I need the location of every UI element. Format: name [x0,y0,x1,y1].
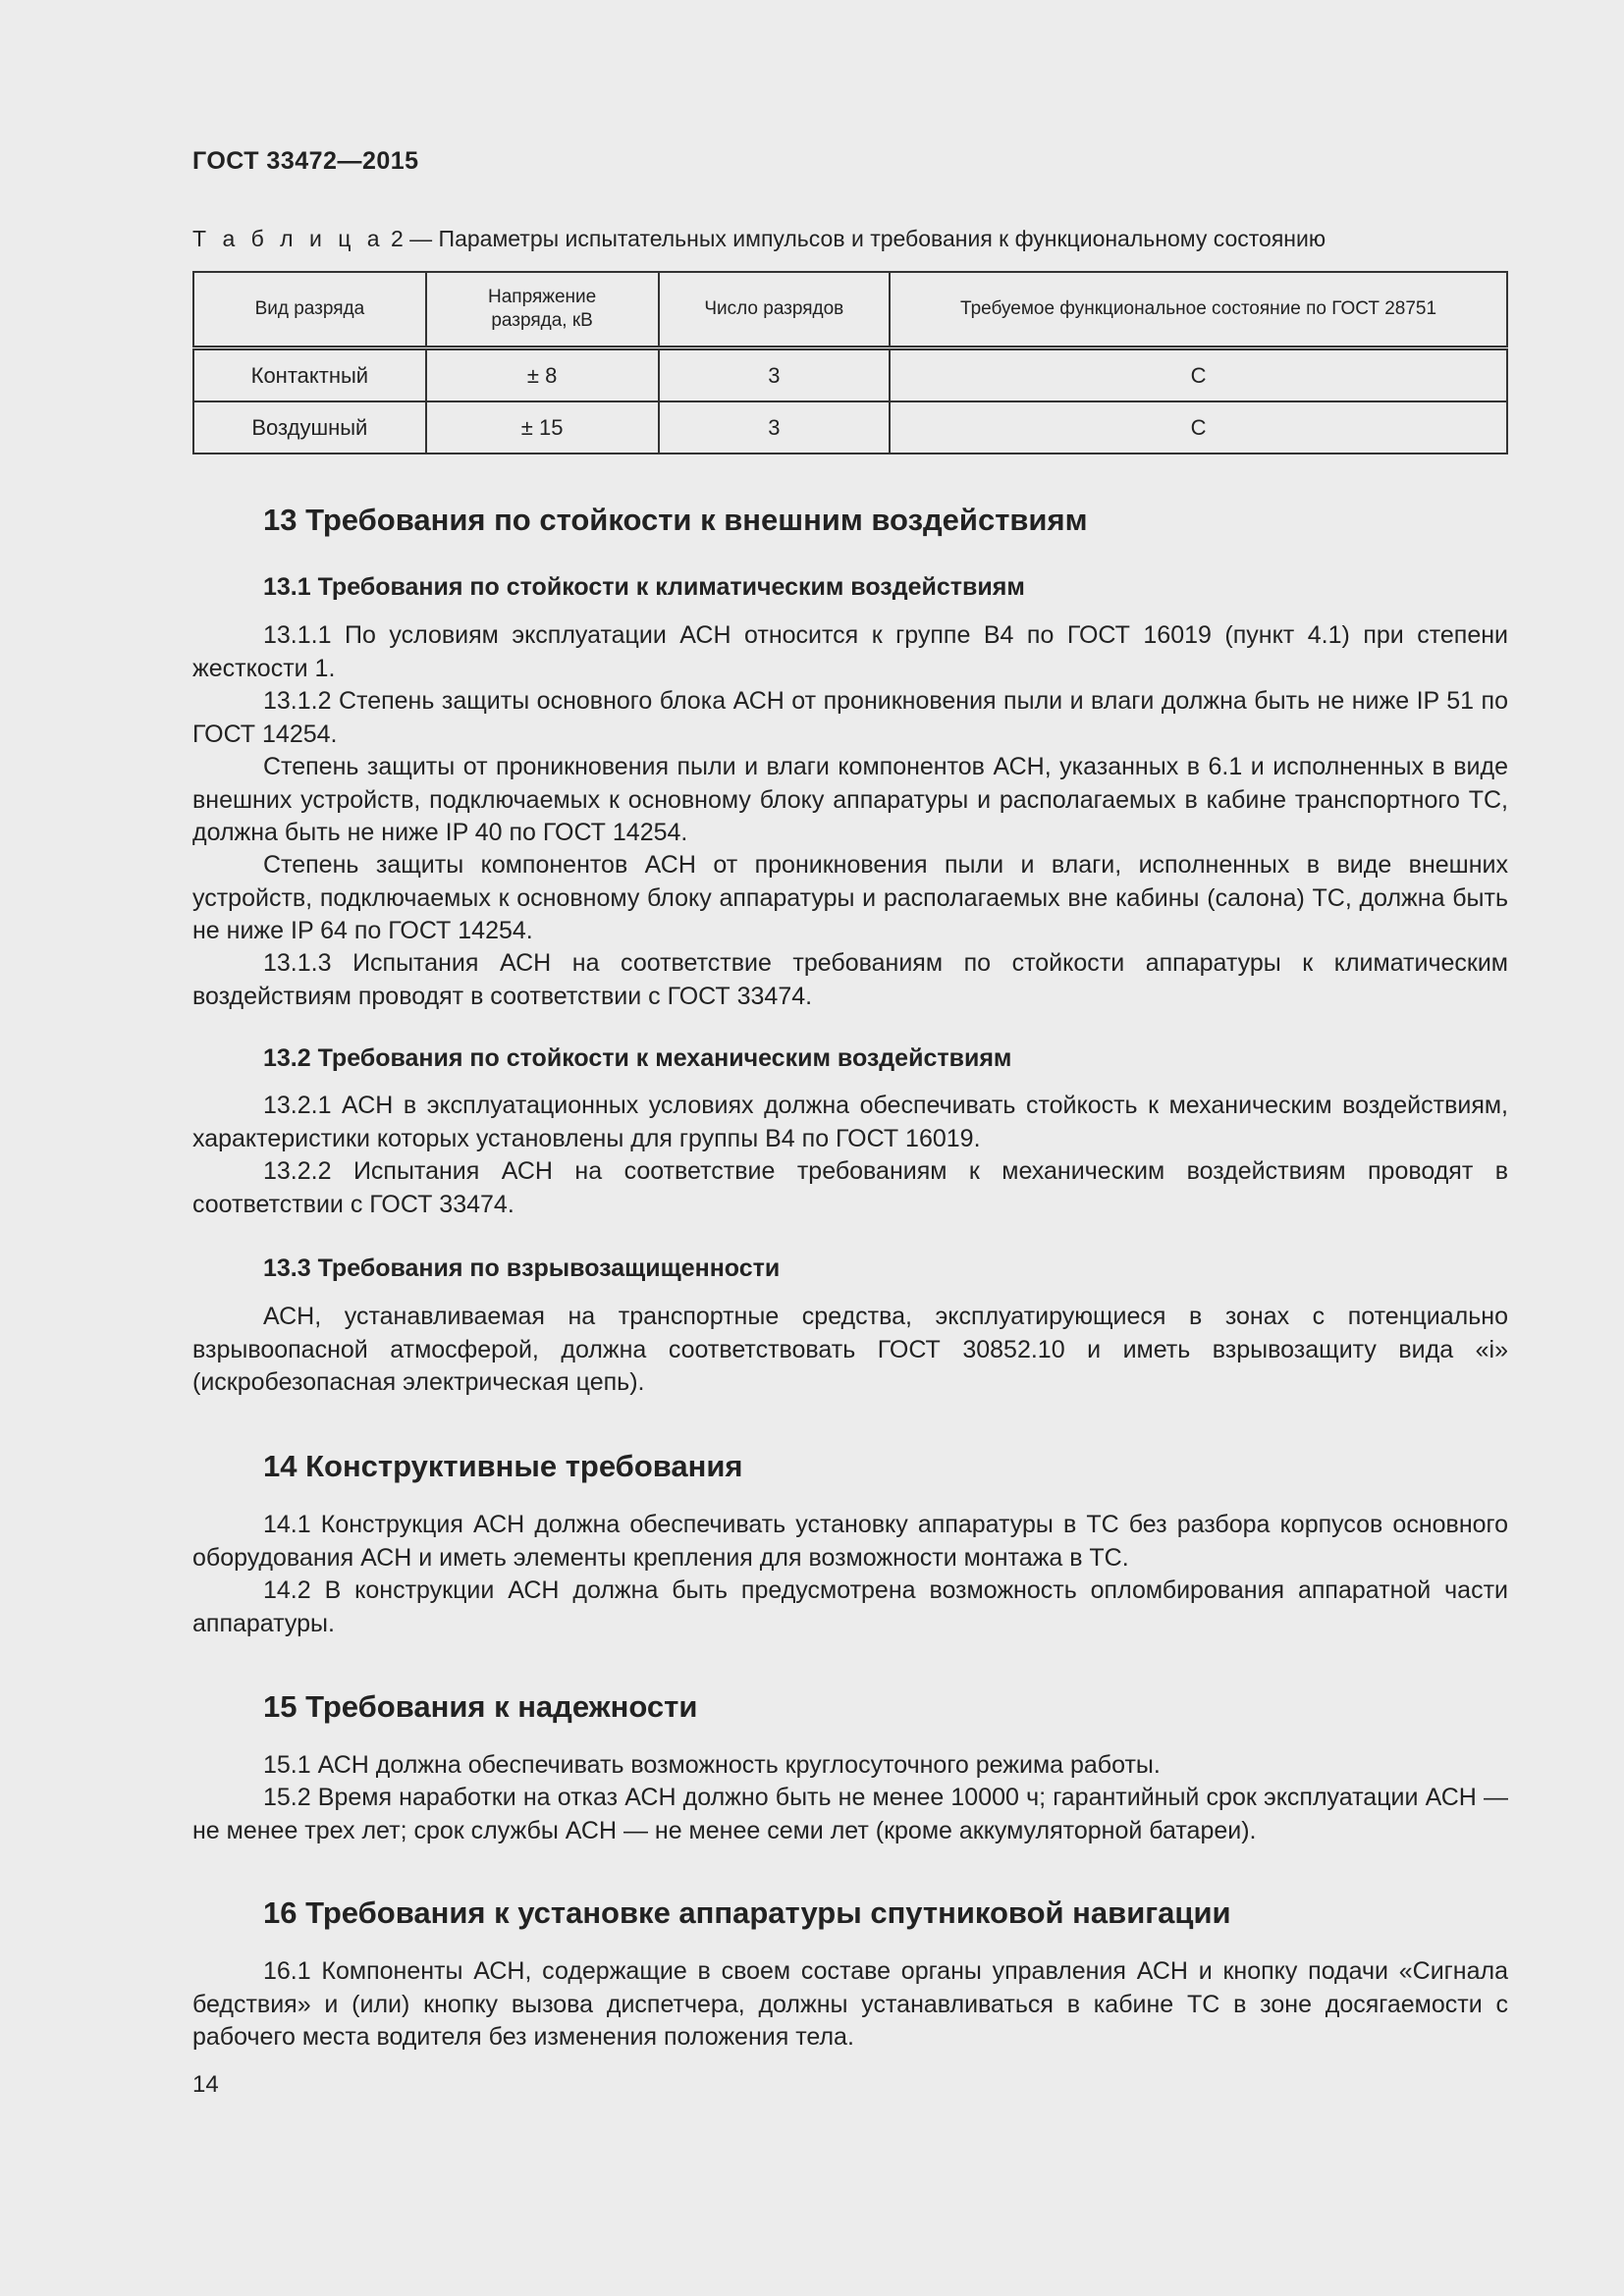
table-cell: С [890,401,1507,454]
document-id: ГОСТ 33472—2015 [192,147,419,175]
table-row [193,401,1507,454]
page-number: 14 [192,2071,219,2098]
paragraph-13-1-3: 13.1.3 Испытания АСН на соответствие требованиям по стойкости аппаратуры к климатическим воздействиям проводят в соответствии с ГОСТ 33474. [192,949,1508,1010]
column-header: Число разрядов [659,272,891,348]
table-caption-text: — Параметры испытательных импульсов и требования к функциональному состоянию [409,226,1326,251]
table-cell: 3 [659,401,891,454]
table-caption-number: 2 [390,226,404,251]
table-row [193,348,1507,402]
section-15-title: 15 Требования к надежности [263,1689,698,1724]
section-13-1-title: 13.1 Требования по стойкости к климатическим воздействиям [263,573,1025,601]
table-cell: ± 15 [426,401,659,454]
table-caption-prefix: Т а б л и ц а [192,226,385,251]
section-13-title: 13 Требования по стойкости к внешним воздействиям [263,503,1088,537]
paragraph-13-2-1: 13.2.1 АСН в эксплуатационных условиях должна обеспечивать стойкость к механическим воздействиям, характеристики которых установлены для группы В4 по ГОСТ 16019. [192,1092,1508,1152]
section-14-title: 14 Конструктивные требования [263,1449,743,1483]
column-header: Напряжение разряда, кВ [426,272,659,348]
paragraph-14-1: 14.1 Конструкция АСН должна обеспечивать установку аппаратуры в ТС без разбора корпусов основного оборудования АСН и иметь элементы крепления для возможности монтажа в ТС. [192,1511,1508,1572]
section-16-title: 16 Требования к установке аппаратуры спутниковой навигации [263,1896,1231,1930]
table-caption [192,226,1326,252]
paragraph-13-1-2: 13.1.2 Степень защиты основного блока АСН от проникновения пыли и влаги должна быть не ниже IP 51 по ГОСТ 14254. [192,687,1508,748]
table-cell: ± 8 [426,348,659,402]
paragraph-15-1: 15.1 АСН должна обеспечивать возможность круглосуточного режима работы. [263,1751,1161,1779]
paragraph-14-2: 14.2 В конструкции АСН должна быть предусмотрена возможность опломбирования аппаратной части аппаратуры. [192,1576,1508,1637]
paragraph-13-1-2-a: Степень защиты от проникновения пыли и влаги компонентов АСН, указанных в 6.1 и исполненных в виде внешних устройств, подключаемых к основному блоку аппаратуры и располагаемых в кабине транспортного ТС, должна быть не ниже IP 40 по ГОСТ 14254. [192,753,1508,846]
section-13-2-title: 13.2 Требования по стойкости к механическим воздействиям [263,1044,1012,1072]
paragraph-15-2: 15.2 Время наработки на отказ АСН должно быть не менее 10000 ч; гарантийный срок эксплуатации АСН — не менее трех лет; срок службы АСН — не менее семи лет (кроме аккумуляторной батареи). [192,1784,1508,1844]
paragraph-13-3: АСН, устанавливаемая на транспортные средства, эксплуатирующиеся в зонах с потенциально взрывоопасной атмосферой, должна соответствовать ГОСТ 30852.10 и иметь взрывозащиту вида «i» (искробезопасная электрическая цепь). [192,1303,1508,1396]
table-cell: 3 [659,348,891,402]
table-cell: С [890,348,1507,402]
column-header: Требуемое функциональное состояние по ГОСТ 28751 [890,272,1507,348]
column-header: Вид разряда [193,272,426,348]
table-header-row [193,272,1507,348]
table-2 [192,271,1508,454]
table-cell: Контактный [193,348,426,402]
section-13-3-title: 13.3 Требования по взрывозащищенности [263,1255,781,1282]
table-cell: Воздушный [193,401,426,454]
paragraph-16-1: 16.1 Компоненты АСН, содержащие в своем составе органы управления АСН и кнопку подачи «Сигнала бедствия» и (или) кнопку вызова диспетчера, должны устанавливаться в кабине ТС в зоне досягаемости с рабочего места водителя без изменения положения тела. [192,1957,1508,2051]
paragraph-13-1-1: 13.1.1 По условиям эксплуатации АСН относится к группе В4 по ГОСТ 16019 (пункт 4.1) при степени жесткости 1. [192,621,1508,682]
paragraph-13-1-2-b: Степень защиты компонентов АСН от проникновения пыли и влаги, исполненных в виде внешних устройств, подключаемых к основному блоку аппаратуры и располагаемых вне кабины (салона) ТС, должна быть не ниже IP 64 по ГОСТ 14254. [192,851,1508,944]
paragraph-13-2-2: 13.2.2 Испытания АСН на соответствие требованиям к механическим воздействиям проводят в соответствии с ГОСТ 33474. [192,1157,1508,1218]
